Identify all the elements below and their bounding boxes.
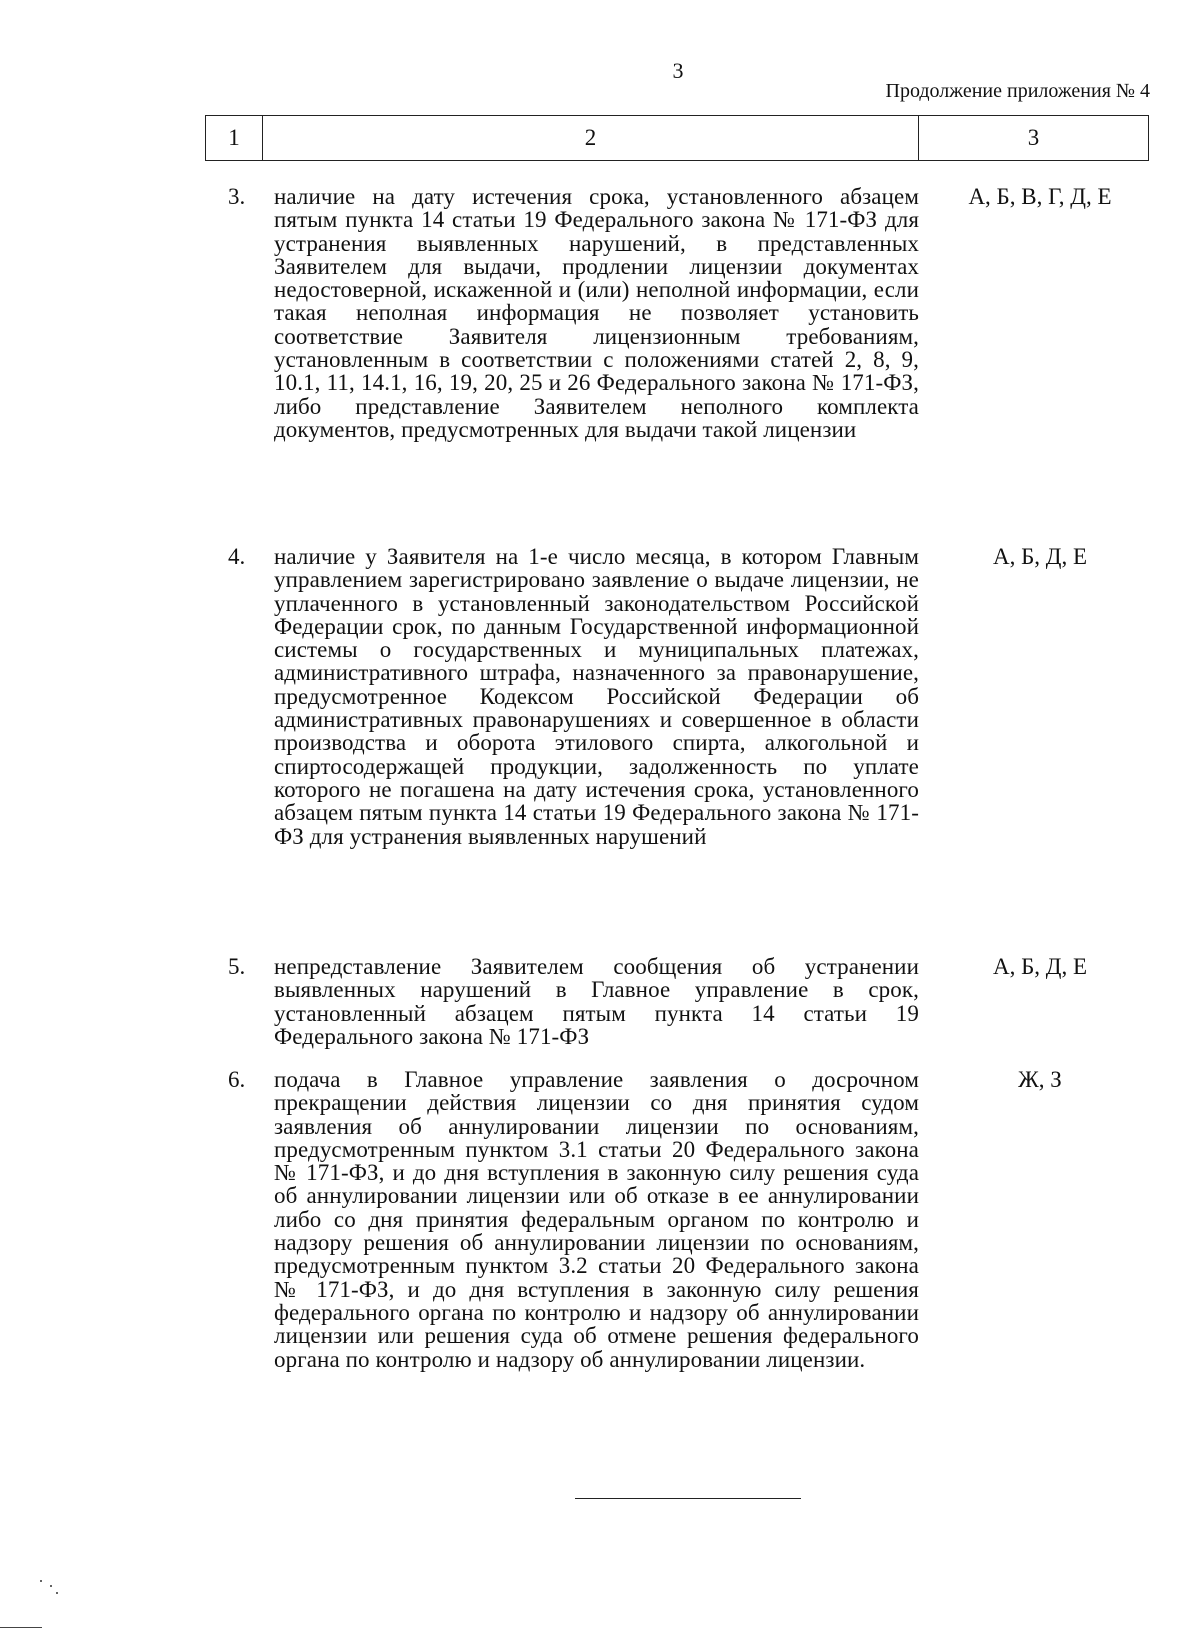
- row-number: 6.: [228, 1067, 246, 1092]
- row-number: 5.: [228, 954, 246, 979]
- row-codes: А, Б, Д, Е: [992, 544, 1088, 569]
- page-number: 3: [672, 58, 684, 83]
- column-header-row: [205, 115, 1149, 161]
- scan-artifact: [40, 1580, 42, 1582]
- column-header-1: 1: [205, 116, 262, 160]
- row-number: 3.: [228, 184, 246, 209]
- scan-artifact: [56, 1592, 58, 1594]
- row-codes: А, Б, Д, Е: [992, 954, 1088, 979]
- row-number: 4.: [228, 544, 246, 569]
- row-description: наличие на дату истечения срока, установленного абзацем пятым пункта 14 статьи 19 Федерального закона № 171-ФЗ для устранения выявленных нарушений, в представленных Заявителем для выдачи, продлении лицензии документах недостоверной, искаженной и (или) неполной информации, если такая неполная информация не позволяет установить соответствие Заявителя лицензионным требованиям, установленным в соответствии с положениями статей 2, 8, 9, 10.1, 11, 14.1, 16, 19, 20, 25 и 26 Федерального закона № 171-ФЗ, либо представление Заявителем неполного комплекта документов, предусмотренных для выдачи такой лицензии: [274, 184, 919, 442]
- row-codes: Ж, З: [1018, 1067, 1062, 1092]
- continuation-label: Продолжение приложения № 4: [885, 80, 1150, 102]
- end-of-text-rule: [575, 1498, 801, 1499]
- scan-edge-mark: [0, 1627, 42, 1628]
- scan-artifact: [50, 1585, 52, 1587]
- row-description: непредставление Заявителем сообщения об устранении выявленных нарушений в Главное управление в срок, установленный абзацем пятым пункта 14 статьи 19 Федерального закона № 171-ФЗ: [274, 954, 919, 1049]
- column-header-3: 3: [918, 116, 1149, 160]
- column-header-2: 2: [262, 116, 918, 160]
- row-description: наличие у Заявителя на 1-е число месяца, в котором Главным управлением зарегистрировано заявление о выдаче лицензии, не уплаченного в установленный законодательством Российской Федерации срок, по данным Государственной информационной системы о государственных и муниципальных платежах, административного штрафа, назначенного за правонарушение, предусмотренное Кодексом Российской Федерации об административных правонарушениях и совершенное в области производства и оборота этилового спирта, алкогольной и спиртосодержащей продукции, задолженность по уплате которого не погашена на дату истечения срока, установленного абзацем пятым пункта 14 статьи 19 Федерального закона № 171-ФЗ для устранения выявленных нарушений: [274, 544, 919, 849]
- row-codes: А, Б, В, Г, Д, Е: [968, 184, 1112, 209]
- row-description: подача в Главное управление заявления о досрочном прекращении действия лицензии со дня принятия судом заявления об аннулировании лицензии по основаниям, предусмотренным пунктом 3.1 статьи 20 Федерального закона № 171-ФЗ, и до дня вступления в законную силу решения суда об аннулировании лицензии или об отказе в ее аннулировании либо со дня принятия федеральным органом по контролю и надзору решения об аннулировании лицензии по основаниям, предусмотренным пунктом 3.2 статьи 20 Федерального закона № 171-ФЗ, и до дня вступления в законную силу решения федерального органа по контролю и надзору об аннулировании лицензии или решения суда об отмене решения федерального органа по контролю и надзору об аннулировании лицензии.: [274, 1067, 919, 1372]
